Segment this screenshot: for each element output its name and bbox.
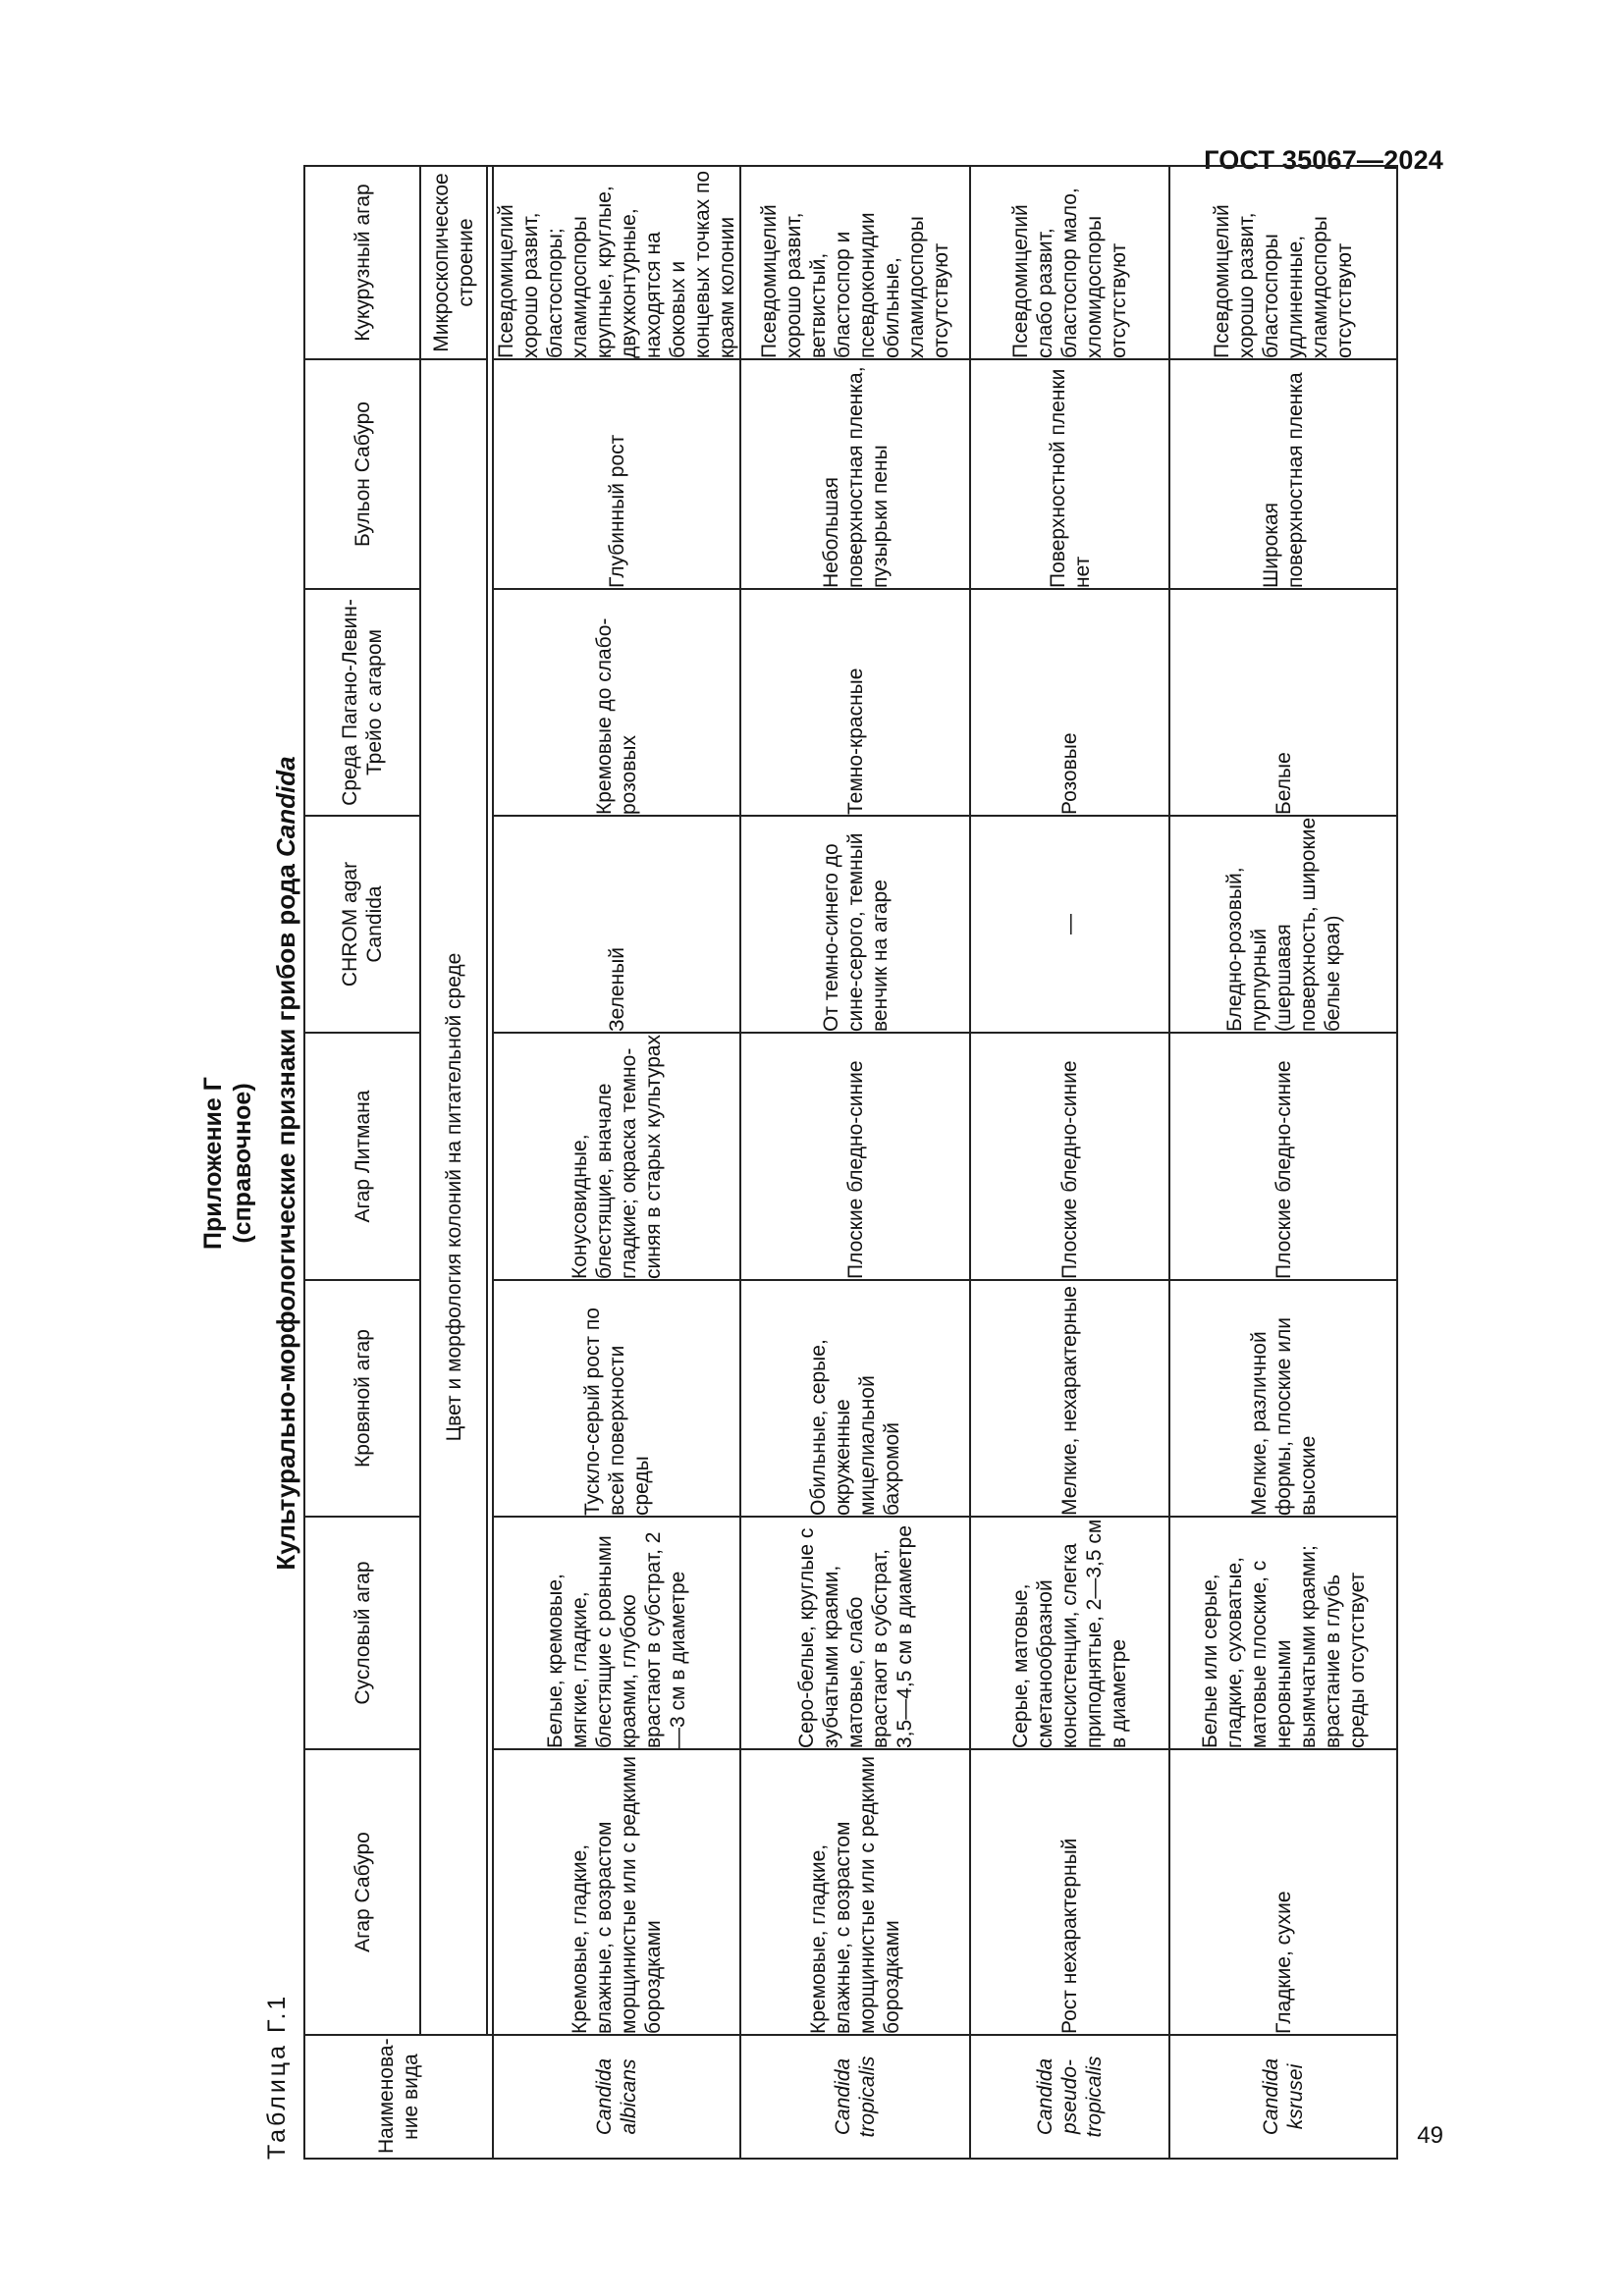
cell-litmus-agar: Плоские бледно-синие <box>970 1033 1169 1280</box>
cell-wort-agar: Белые или серые, гладкие, суховатые, матовые плоские, с неровными выямчатыми краями; врастание в глубь среды отсутствует <box>1169 1517 1397 1749</box>
col-header-wort-agar: Сусловый агар <box>304 1517 420 1749</box>
page-number: 49 <box>1417 2122 1443 2149</box>
cell-chromagar: Бледно-розовый, пурпурный (шершавая поверхность, широкие белые края) <box>1169 816 1397 1033</box>
cell-corn-agar: Псевдомицелий хорошо развит, бластоспоры удлиненные, хламидоспоры отсутствуют <box>1169 166 1397 359</box>
table-row <box>740 166 970 2159</box>
table-title <box>271 167 301 2160</box>
cell-sabouraud-broth: Небольшая поверхностная пленка, пузырьки пены <box>740 359 970 589</box>
cell-blood-agar: Тускло-серый рост по всей поверхности среды <box>493 1280 740 1517</box>
cell-blood-agar: Обильные, серые, окруженные мицелиальной бахромой <box>740 1280 970 1517</box>
table-row <box>970 166 1169 2159</box>
cell-litmus-agar: Плоские бледно-синие <box>1169 1033 1397 1280</box>
cell-wort-agar: Белые, кремовые, мягкие, гладкие, блестящие с ровными краями, глубоко врастают в субстрат, 2—3 см в диаметре <box>493 1517 740 1749</box>
cell-corn-agar: Псевдомицелий хорошо развит, ветвистый, бластоспор и псевдоконидии обильные, хламидоспоры отсутствуют <box>740 166 970 359</box>
table-label: Таблица Г.1 <box>263 1993 291 2160</box>
cell-sabouraud-agar: Кремовые, гладкие, влажные, с возрастом морщинистые или с редкими бороздками <box>493 1749 740 2035</box>
col-header-blood-agar: Кровяной агар <box>304 1280 420 1517</box>
cell-wort-agar: Серо-белые, круглые с зубчатыми краями, матовые, слабо врастают в субстрат, 3,5—4,5 см в диаметре <box>740 1517 970 1749</box>
col-header-pagano-levin: Среда Пагано-Левин-Трейо с агаром <box>304 589 420 816</box>
cell-sabouraud-agar: Рост нехарактерный <box>970 1749 1169 2035</box>
table-header-row <box>304 166 420 2159</box>
cell-litmus-agar: Плоские бледно-синие <box>740 1033 970 1280</box>
table-title-text: Культурально-морфологические признаки грибов рода <box>271 864 300 1571</box>
col-header-sabouraud-broth: Бульон Сабуро <box>304 359 420 589</box>
table-row <box>1169 166 1397 2159</box>
cell-corn-agar: Псевдомицелий хорошо развит, бластоспоры; хламидоспоры крупные, круглые, двухконтурные, находятся на боковых и концевых точках по краям колонии <box>493 166 740 359</box>
cell-blood-agar: Мелкие, нехарактерные <box>970 1280 1169 1517</box>
morphology-table <box>303 165 1398 2160</box>
document-code: ГОСТ 35067—2024 <box>1204 145 1443 175</box>
cell-pagano-levin: Кремовые до слабо-розовых <box>493 589 740 816</box>
table-row <box>493 166 740 2159</box>
subheader-microscopic: Микроскопическое строение <box>420 166 487 359</box>
col-header-species: Наименова-ние вида <box>304 2035 493 2159</box>
cell-corn-agar: Псевдомицелий слабо развит, бластоспор мало, хломидоспоры отсутствуют <box>970 166 1169 359</box>
cell-chromagar: От темно-синего до сине-серого, темный венчик на агаре <box>740 816 970 1033</box>
cell-litmus-agar: Конусовидные, блестящие, вначале гладкие; окраска темно-синяя в старых культурах <box>493 1033 740 1280</box>
rotated-table-page <box>192 167 1369 2160</box>
cell-pagano-levin: Белые <box>1169 589 1397 816</box>
cell-sabouraud-agar: Гладкие, сухие <box>1169 1749 1397 2035</box>
cell-chromagar: — <box>970 816 1169 1033</box>
cell-chromagar: Зеленый <box>493 816 740 1033</box>
table-title-genus: Candida <box>271 756 300 857</box>
cell-sabouraud-broth: Поверхностной пленки нет <box>970 359 1169 589</box>
subheader-colony-morphology: Цвет и морфология колоний на питательной среде <box>420 359 487 2035</box>
col-header-corn-agar: Кукурузный агар <box>304 166 420 359</box>
appendix-subtitle: (справочное) <box>229 1083 256 1244</box>
cell-sabouraud-agar: Кремовые, гладкие, влажные, с возрастом морщинистые или с редкими бороздками <box>740 1749 970 2035</box>
species-name: Candida ksrusei <box>1169 2035 1397 2159</box>
cell-wort-agar: Серые, матовые, сметанообразной консистенции, слегка приподнятые, 2—3,5 см в диаметре <box>970 1517 1169 1749</box>
cell-sabouraud-broth: Широкая поверхностная пленка <box>1169 359 1397 589</box>
col-header-sabouraud-agar: Агар Сабуро <box>304 1749 420 2035</box>
species-name: Candida tropicalis <box>740 2035 970 2159</box>
appendix-header <box>198 167 257 2160</box>
cell-sabouraud-broth: Глубинный рост <box>493 359 740 589</box>
table-subheader-row <box>420 166 487 2159</box>
cell-blood-agar: Мелкие, различной формы, плоские или высокие <box>1169 1280 1397 1517</box>
col-header-chromagar: CHROM agar Candida <box>304 816 420 1033</box>
cell-pagano-levin: Розовые <box>970 589 1169 816</box>
appendix-title: Приложение Г <box>199 1077 227 1250</box>
species-name: Candida pseudo-tropicalis <box>970 2035 1169 2159</box>
col-header-litmus-agar: Агар Литмана <box>304 1033 420 1280</box>
cell-pagano-levin: Темно-красные <box>740 589 970 816</box>
species-name: Candida albicans <box>493 2035 740 2159</box>
